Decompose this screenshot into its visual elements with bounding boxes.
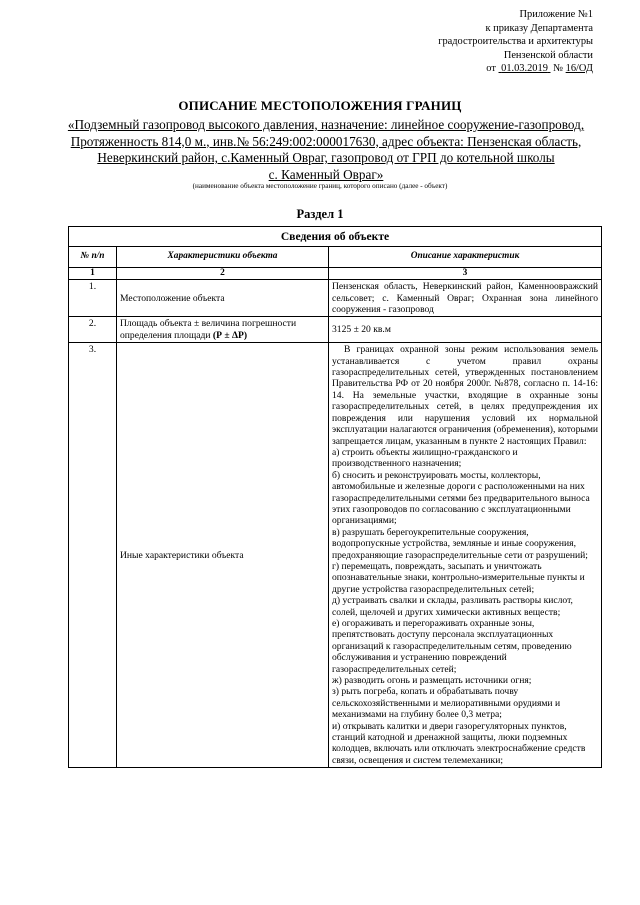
- page-title: ОПИСАНИЕ МЕСТОПОЛОЖЕНИЯ ГРАНИЦ: [178, 98, 462, 113]
- object-info-table: [68, 226, 602, 768]
- col-header-description: Описание характеристик: [329, 247, 602, 267]
- table-row: [69, 343, 602, 768]
- appendix-date: 01.03.2019: [501, 63, 548, 74]
- restriction-item: б) сносить и реконструировать мосты, коллекторы, автомобильные и железные дороги с расположенными на них газораспределительными сетями без предварительного выноса этих газопроводов по согласованию с эксплуатационными организациями;: [332, 469, 590, 527]
- table-header: Сведения об объекте: [69, 227, 602, 247]
- appendix-date-line: [438, 62, 593, 76]
- restriction-item: е) огораживать и перегораживать охранные зоны, препятствовать доступу персонала эксплуатационных организаций к газораспределительным сетям, проведению обслуживания и устранению повреждений газораспределительных сетей;: [332, 618, 572, 675]
- restriction-item: г) перемещать, повреждать, засыпать и уничтожать опознавательные знаки, контрольно-измерительные пункты и другие устройства газораспределительных сетей;: [332, 560, 585, 595]
- row-description: [329, 343, 602, 768]
- appendix-line: Пензенской области: [503, 49, 593, 61]
- row-description: 3125 ± 20 кв.м: [329, 317, 602, 343]
- table-row: [69, 280, 602, 317]
- row-characteristic-text: Площадь объекта ± величина погрешности определения площади: [120, 318, 297, 341]
- object-name-line: с. Каменный Овраг»: [268, 166, 384, 182]
- object-name-line: Неверкинский район, с.Каменный Овраг, газопровод от ГРП до котельной школы: [97, 150, 555, 165]
- col-header-num: № п/п: [69, 247, 117, 267]
- row-characteristic: Местоположение объекта: [117, 280, 329, 317]
- appendix-line: Приложение №1: [519, 9, 593, 20]
- row-number: 1.: [69, 280, 117, 317]
- restriction-item: ж) разводить огонь и размещать источники огня;: [332, 675, 532, 687]
- appendix-number: 16/ОД: [565, 63, 593, 74]
- row-description: Пензенская область, Неверкинский район, Каменноовражский сельсовет; с. Каменный Овраг; Охранная зона линейного сооружения - газопровод: [329, 280, 602, 317]
- restriction-item: в) разрушать берегоукрепительные сооружения, водопропускные устройства, земляные и иные сооружения, предохраняющие газораспределительные сети от разрушений;: [332, 526, 588, 561]
- row-characteristic-formula: (Р ± ΔР): [212, 329, 248, 341]
- row-characteristic: Иные характеристики объекта: [117, 343, 329, 768]
- row-number: 2.: [69, 317, 117, 343]
- col-number: 3: [329, 267, 602, 279]
- appendix-line: к приказу Департамента: [485, 22, 593, 34]
- object-name-line: Протяженность 814,0 м., инв.№ 56:249:002:000017630, адрес объекта: Пензенская область,: [70, 133, 582, 149]
- object-name-caption: (наименование объекта местоположение границ, которого описано (далее - объект): [192, 182, 448, 190]
- row-number: 3.: [69, 343, 117, 768]
- appendix-number-sign: №: [553, 63, 564, 74]
- restriction-item: з) рыть погреба, копать и обрабатывать почву сельскохозяйственными и мелиоративными орудиями и механизмами на глубину более 0,3 метра;: [332, 686, 561, 721]
- row-characteristic: [117, 317, 329, 343]
- table-row: [69, 317, 602, 343]
- appendix-from: от: [486, 63, 496, 74]
- col-header-characteristic: Характеристики объекта: [117, 247, 329, 267]
- object-name: [60, 117, 592, 183]
- col-number: 2: [117, 267, 329, 279]
- object-name-line: «Подземный газопровод высокого давления, назначение: линейное сооружение-газопровод,: [67, 117, 585, 132]
- section-title: Раздел 1: [296, 207, 344, 221]
- restriction-item: и) открывать калитки и двери газорегуляторных пунктов, станций катодной и дренажной защиты, люки подземных колодцев, включать или отключать электроснабжение средств связи, освещения и систем телемеханики;: [332, 720, 586, 766]
- restriction-intro: В границах охранной зоны режим использования земель устанавливается с учетом правил охраны газораспределительных сетей, утвержденных постановлением Правительства РФ от 20 ноября 2000г. №878, согласно п. 14-16: 14. На земельные участки, входящие в охранные зоны газораспределительных сетей, в целях предупреждения их повреждения или нарушения условий их нормальной эксплуатации налагаются ограничения (обременения), которыми запрещается лицам, указанным в пункте 2 настоящих Правил:: [332, 344, 599, 447]
- restriction-item: д) устраивать свалки и склады, разливать растворы кислот, солей, щелочей и других химически активных веществ;: [332, 595, 573, 618]
- col-number: 1: [69, 267, 117, 279]
- appendix-block: [438, 8, 593, 76]
- restriction-item: а) строить объекты жилищно-гражданского и производственного назначения;: [332, 446, 518, 470]
- appendix-line: градостроительства и архитектуры: [438, 36, 593, 47]
